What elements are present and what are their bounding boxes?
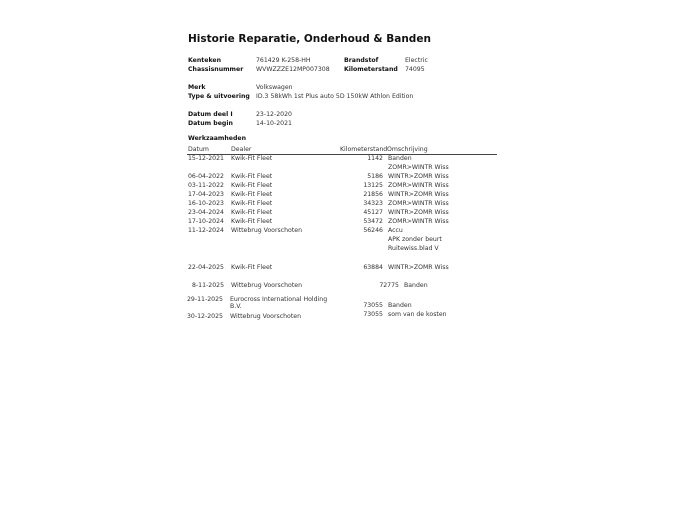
row-date: 17-04-2023 <box>188 191 224 198</box>
row-date: 16-10-2023 <box>188 200 224 207</box>
row-desc: ZOMR>WINTR Wiss <box>388 218 449 225</box>
row-desc: WINTR>ZOMR Wiss <box>388 191 449 198</box>
row-desc: som van de kosten <box>388 311 447 318</box>
row-km: 73055 <box>363 302 383 309</box>
row-desc: ZOMR>WINTR Wiss <box>388 164 449 171</box>
merk-label: Merk <box>188 84 206 91</box>
type-value: ID.3 58kWh 1st Plus auto 5D 150kW Athlon Edition <box>256 93 414 100</box>
row-desc: ZOMR>WINTR Wiss <box>388 200 449 207</box>
row-km: 13125 <box>363 182 383 189</box>
brandstof-value: Electric <box>405 57 428 64</box>
type-label: Type & uitvoering <box>188 93 250 100</box>
col-kilometerstand: Kilometerstand <box>340 146 388 153</box>
row-dealer: Eurocross International Holding <box>230 296 328 303</box>
datum-begin-value: 14-10-2021 <box>256 120 292 127</box>
row-dealer: Kwik-Fit Fleet <box>231 209 273 216</box>
kenteken-label: Kenteken <box>188 57 221 64</box>
page-title: Historie Reparatie, Onderhoud & Banden <box>188 33 431 45</box>
row-km: 45127 <box>363 209 383 216</box>
row-dealer: Wittebrug Voorschoten <box>231 227 303 234</box>
row-date: 29-11-2025 <box>187 296 223 303</box>
row-dealer: Kwik-Fit Fleet <box>231 264 273 271</box>
row-km: 5186 <box>367 173 383 180</box>
row-km: 73055 <box>363 311 383 318</box>
row-date: 06-04-2022 <box>188 173 224 180</box>
row-date: 22-04-2025 <box>188 264 224 271</box>
row-date: 15-12-2021 <box>188 155 224 162</box>
row-km: 53472 <box>363 218 383 225</box>
row-dealer: Kwik-Fit Fleet <box>231 155 273 162</box>
section-title: Werkzaamheden <box>188 135 246 142</box>
chassis-value: WVWZZZE12MP007308 <box>256 66 330 73</box>
row-dealer: Wittebrug Voorschoten <box>231 282 303 289</box>
datum-begin-label: Datum begin <box>188 120 233 127</box>
row-dealer: Kwik-Fit Fleet <box>231 182 273 189</box>
col-omschrijving: Omschrijving <box>387 146 428 153</box>
row-desc: WINTR>ZOMR Wiss <box>388 173 449 180</box>
row-date: 17-10-2024 <box>188 218 224 225</box>
row-desc: Banden <box>404 282 428 289</box>
row-dealer: Kwik-Fit Fleet <box>231 218 273 225</box>
col-datum: Datum <box>188 146 209 153</box>
row-desc: ZOMR>WINTR Wiss <box>388 182 449 189</box>
row-desc: APK zonder beurt <box>388 236 442 243</box>
row-desc: Banden <box>388 302 412 309</box>
row-km: 34323 <box>363 200 383 207</box>
row-dealer: Kwik-Fit Fleet <box>231 173 273 180</box>
row-date: 8-11-2025 <box>192 282 225 289</box>
datum-deel-value: 23-12-2020 <box>256 111 292 118</box>
col-dealer: Dealer <box>231 146 252 153</box>
row-desc: Ruitewiss.blad V <box>388 245 439 252</box>
row-km: 56246 <box>363 227 383 234</box>
kilometerstand-label: Kilometerstand <box>344 66 398 73</box>
row-desc: Accu <box>388 227 403 234</box>
kenteken-value: 761429 K-258-HH <box>256 57 311 64</box>
row-desc: Banden <box>388 155 412 162</box>
row-date: 03-11-2022 <box>188 182 224 189</box>
merk-value: Volkswagen <box>256 84 293 91</box>
row-km: 21856 <box>363 191 383 198</box>
brandstof-label: Brandstof <box>344 57 379 64</box>
row-dealer: Kwik-Fit Fleet <box>231 200 273 207</box>
row-dealer: Wittebrug Voorschoten <box>230 313 302 320</box>
row-km: 1142 <box>367 155 383 162</box>
row-date: 30-12-2025 <box>187 313 223 320</box>
datum-deel-label: Datum deel I <box>188 111 233 118</box>
chassis-label: Chassisnummer <box>188 66 244 73</box>
row-date: 11-12-2024 <box>188 227 224 234</box>
row-date: 23-04-2024 <box>188 209 224 216</box>
kilometerstand-value: 74095 <box>405 66 425 73</box>
row-km: 72775 <box>379 282 399 289</box>
row-dealer-line2: B.V. <box>230 303 242 310</box>
row-desc: WINTR>ZOMR Wiss <box>388 264 449 271</box>
row-dealer: Kwik-Fit Fleet <box>231 191 273 198</box>
row-km: 63884 <box>363 264 383 271</box>
row-desc: WINTR>ZOMR Wiss <box>388 209 449 216</box>
